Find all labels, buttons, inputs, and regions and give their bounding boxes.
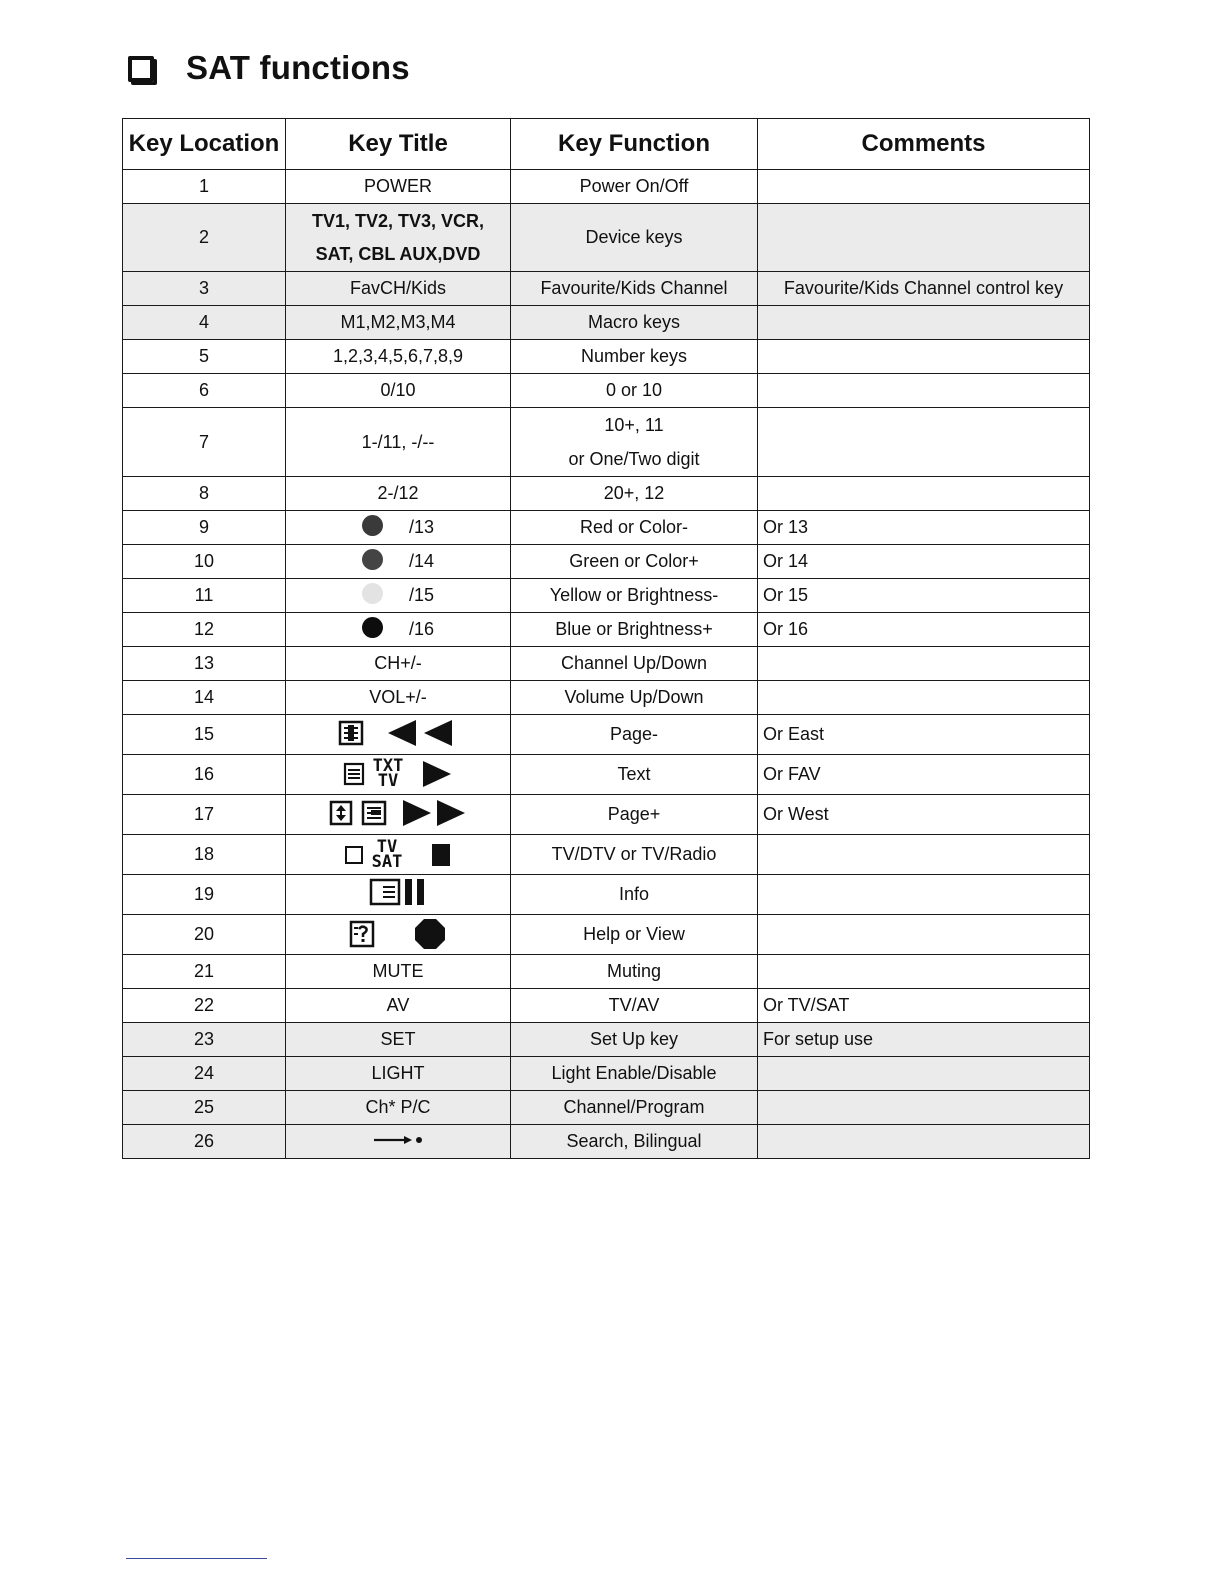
key-comment: Or East xyxy=(758,715,1090,755)
table-row xyxy=(123,1125,1090,1159)
key-title xyxy=(286,875,511,915)
table-row xyxy=(123,272,1090,306)
key-function: Text xyxy=(511,755,758,795)
key-comment xyxy=(758,955,1090,989)
table-row xyxy=(123,613,1090,647)
key-function: Device keys xyxy=(511,204,758,272)
key-function: Green or Color+ xyxy=(511,545,758,579)
key-title xyxy=(286,579,511,613)
key-function: Macro keys xyxy=(511,306,758,340)
key-function: 0 or 10 xyxy=(511,374,758,408)
table-row xyxy=(123,755,1090,795)
key-location: 8 xyxy=(123,477,286,511)
table-row xyxy=(123,374,1090,408)
key-location: 4 xyxy=(123,306,286,340)
key-comment: Or 14 xyxy=(758,545,1090,579)
key-location: 21 xyxy=(123,955,286,989)
key-title: 1,2,3,4,5,6,7,8,9 xyxy=(286,340,511,374)
table-header-row xyxy=(123,119,1090,170)
header-key-location: Key Location xyxy=(123,119,286,170)
key-function: Page+ xyxy=(511,795,758,835)
key-title xyxy=(286,795,511,835)
red-dot-icon xyxy=(362,515,383,536)
key-title-text: /15 xyxy=(409,584,435,605)
key-comment: Or 15 xyxy=(758,579,1090,613)
key-title: FavCH/Kids xyxy=(286,272,511,306)
table-row xyxy=(123,835,1090,875)
arrow-dot-icon xyxy=(372,1133,424,1147)
key-title: 0/10 xyxy=(286,374,511,408)
key-title-line1: TV1, TV2, TV3, VCR, xyxy=(311,210,485,231)
key-location: 1 xyxy=(123,170,286,204)
key-function: Power On/Off xyxy=(511,170,758,204)
key-function: Light Enable/Disable xyxy=(511,1057,758,1091)
key-function: Number keys xyxy=(511,340,758,374)
rewind-icon xyxy=(386,718,458,748)
key-location: 24 xyxy=(123,1057,286,1091)
tv-label: TV xyxy=(377,770,399,791)
key-title: MUTE xyxy=(286,955,511,989)
key-location: 16 xyxy=(123,755,286,795)
tv-label: TV xyxy=(376,836,398,857)
blue-dot-icon xyxy=(362,617,383,638)
key-function: Help or View xyxy=(511,915,758,955)
key-title: 1-/11, -/-- xyxy=(286,408,511,477)
key-location: 25 xyxy=(123,1091,286,1125)
key-function: Search, Bilingual xyxy=(511,1125,758,1159)
key-location: 18 xyxy=(123,835,286,875)
key-title: SET xyxy=(286,1023,511,1057)
key-title: M1,M2,M3,M4 xyxy=(286,306,511,340)
footer-rule xyxy=(126,1558,267,1559)
key-title-text: /13 xyxy=(409,516,435,537)
key-comment xyxy=(758,374,1090,408)
key-location: 13 xyxy=(123,647,286,681)
key-comment xyxy=(758,915,1090,955)
key-function: Page- xyxy=(511,715,758,755)
pause-icon xyxy=(405,879,412,905)
key-function: Volume Up/Down xyxy=(511,681,758,715)
key-function: Channel/Program xyxy=(511,1091,758,1125)
key-comment xyxy=(758,1057,1090,1091)
key-function xyxy=(511,408,758,477)
txt-label: TXT xyxy=(372,755,404,776)
key-comment: For setup use xyxy=(758,1023,1090,1057)
key-comment: Or FAV xyxy=(758,755,1090,795)
key-title xyxy=(286,755,511,795)
key-location: 23 xyxy=(123,1023,286,1057)
key-comment xyxy=(758,477,1090,511)
page-subcode-icon xyxy=(361,800,387,826)
key-location: 5 xyxy=(123,340,286,374)
key-title xyxy=(286,511,511,545)
header-key-function: Key Function xyxy=(511,119,758,170)
table-row xyxy=(123,1091,1090,1125)
page-index-icon xyxy=(338,720,364,746)
key-comment xyxy=(758,408,1090,477)
key-function: Set Up key xyxy=(511,1023,758,1057)
key-title: 2-/12 xyxy=(286,477,511,511)
table-row xyxy=(123,170,1090,204)
key-function: Blue or Brightness+ xyxy=(511,613,758,647)
key-title: AV xyxy=(286,989,511,1023)
key-location: 6 xyxy=(123,374,286,408)
table-row xyxy=(123,1023,1090,1057)
key-comment: Or West xyxy=(758,795,1090,835)
sat-functions-table xyxy=(122,118,1090,1159)
key-comment xyxy=(758,875,1090,915)
sat-label: SAT xyxy=(371,851,403,872)
table-row xyxy=(123,204,1090,272)
table-row xyxy=(123,681,1090,715)
key-title-line2: SAT, CBL AUX,DVD xyxy=(315,243,481,264)
key-comment xyxy=(758,1125,1090,1159)
tv-sat-label xyxy=(371,836,403,872)
key-comment xyxy=(758,306,1090,340)
key-title: POWER xyxy=(286,170,511,204)
table-row xyxy=(123,875,1090,915)
fast-forward-icon xyxy=(401,798,467,828)
key-comment xyxy=(758,340,1090,374)
key-title xyxy=(286,835,511,875)
text-page-icon xyxy=(343,762,365,786)
key-function-line1: 10+, 11 xyxy=(604,415,664,435)
key-title-text: /14 xyxy=(409,550,435,571)
key-title xyxy=(286,545,511,579)
key-title: VOL+/- xyxy=(286,681,511,715)
key-function: TV/AV xyxy=(511,989,758,1023)
key-title xyxy=(286,204,511,272)
table-row xyxy=(123,915,1090,955)
page-hold-icon xyxy=(329,800,353,826)
key-function: Muting xyxy=(511,955,758,989)
key-title xyxy=(286,915,511,955)
info-page-icon xyxy=(369,876,427,908)
table-row xyxy=(123,545,1090,579)
key-location: 10 xyxy=(123,545,286,579)
key-location: 17 xyxy=(123,795,286,835)
key-function: Favourite/Kids Channel xyxy=(511,272,758,306)
key-function: Yellow or Brightness- xyxy=(511,579,758,613)
table-row xyxy=(123,511,1090,545)
table-row xyxy=(123,715,1090,755)
key-comment xyxy=(758,835,1090,875)
key-function: Info xyxy=(511,875,758,915)
key-title xyxy=(286,715,511,755)
header-comments: Comments xyxy=(758,119,1090,170)
key-function: Red or Color- xyxy=(511,511,758,545)
table-row xyxy=(123,1057,1090,1091)
green-dot-icon xyxy=(362,549,383,570)
table-row xyxy=(123,408,1090,477)
key-comment xyxy=(758,204,1090,272)
table-row xyxy=(123,989,1090,1023)
key-comment xyxy=(758,647,1090,681)
table-row xyxy=(123,306,1090,340)
checkbox-icon xyxy=(128,56,154,82)
key-comment xyxy=(758,1091,1090,1125)
key-location: 2 xyxy=(123,204,286,272)
table-row xyxy=(123,795,1090,835)
yellow-dot-icon xyxy=(362,583,383,604)
square-outline-icon xyxy=(344,845,364,865)
key-comment xyxy=(758,170,1090,204)
record-icon xyxy=(413,917,447,951)
key-function: Channel Up/Down xyxy=(511,647,758,681)
key-title xyxy=(286,1125,511,1159)
key-title-text: /16 xyxy=(409,618,435,639)
key-function-line2: or One/Two digit xyxy=(568,449,700,469)
key-title: Ch* P/C xyxy=(286,1091,511,1125)
key-location: 22 xyxy=(123,989,286,1023)
txt-tv-label xyxy=(372,755,404,791)
play-icon xyxy=(421,759,453,789)
page-title: SAT functions xyxy=(186,49,410,86)
key-comment: Favourite/Kids Channel control key xyxy=(758,272,1090,306)
key-location: 19 xyxy=(123,875,286,915)
key-location: 3 xyxy=(123,272,286,306)
key-title: LIGHT xyxy=(286,1057,511,1091)
key-location: 11 xyxy=(123,579,286,613)
stop-icon xyxy=(430,842,452,868)
key-comment: Or TV/SAT xyxy=(758,989,1090,1023)
page-heading xyxy=(128,46,410,90)
key-location: 15 xyxy=(123,715,286,755)
key-comment: Or 16 xyxy=(758,613,1090,647)
table-row xyxy=(123,955,1090,989)
key-comment xyxy=(758,681,1090,715)
key-location: 20 xyxy=(123,915,286,955)
key-function: TV/DTV or TV/Radio xyxy=(511,835,758,875)
table-row xyxy=(123,340,1090,374)
key-location: 9 xyxy=(123,511,286,545)
key-location: 12 xyxy=(123,613,286,647)
key-title xyxy=(286,613,511,647)
reveal-icon xyxy=(349,920,375,948)
table-row xyxy=(123,647,1090,681)
key-function: 20+, 12 xyxy=(511,477,758,511)
header-key-title: Key Title xyxy=(286,119,511,170)
key-title: CH+/- xyxy=(286,647,511,681)
key-location: 14 xyxy=(123,681,286,715)
table-row xyxy=(123,579,1090,613)
key-location: 7 xyxy=(123,408,286,477)
table-row xyxy=(123,477,1090,511)
key-comment: Or 13 xyxy=(758,511,1090,545)
key-location: 26 xyxy=(123,1125,286,1159)
